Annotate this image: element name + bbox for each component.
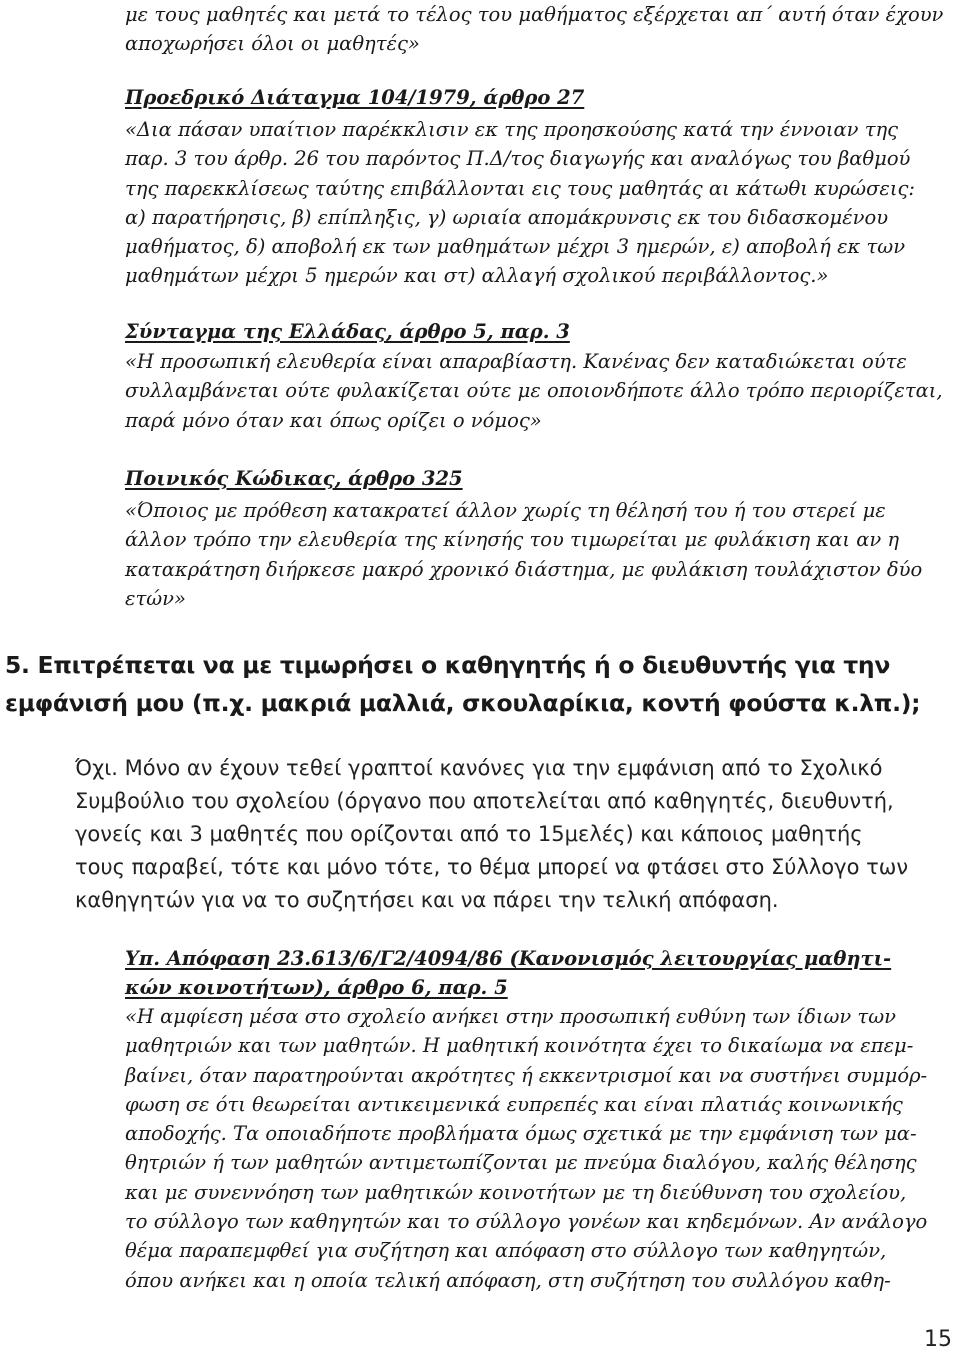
quote-line: της παρεκκλίσεως ταύτης επιβάλλονται εις τους μαθητάς αι κάτωθι κυρώσεις: [125, 176, 915, 200]
quote-line: αποχωρήσει όλοι οι μαθητές» [125, 32, 420, 56]
quote-line: μαθήματος, δ) αποβολή εκ των μαθημάτων μέχρι 3 ημερών, ε) αποβολή εκ των [125, 235, 906, 259]
answer-line: Συμβούλιο του σχολείου (όργανο που αποτελείται από καθηγητές, διευθυντή, [75, 789, 894, 813]
quote-line: «Η προσωπική ελευθερία είναι απαραβίαστη. Κανένας δεν καταδιώκεται ούτε [125, 350, 907, 373]
reference-penal-code: Ποινικός Κώδικας, άρθρο 325 [125, 467, 463, 490]
quote-line: παρά μόνο όταν και όπως ορίζει ο νόμος» [125, 408, 542, 432]
quote-line: «Η αμφίεση μέσα στο σχολείο ανήκει στην προσωπική ευθύνη των ίδιων των [125, 1005, 896, 1028]
quote-line: βαίνει, όταν παρατηρούνται ακρότητες ή εκκεντρισμοί και να συστήνει συμμόρ- [125, 1063, 928, 1087]
quote-constitution [125, 347, 943, 435]
quote-line: όπου ανήκει και η οποία τελική απόφαση, στη συζήτηση του συλλόγου καθη- [125, 1268, 891, 1292]
reference-constitution: Σύνταγμα της Ελλάδας, άρθρο 5, παρ. 3 [125, 320, 570, 343]
quote-line: φωση σε ότι θεωρείται αντικειμενικά ευπρεπές και είναι πλατιάς κοινωνικής [125, 1092, 903, 1116]
quote-line: «Δια πάσαν υπαίτιον παρέκκλισιν εκ της προησκούσης κατά την έννοιαν της [125, 118, 899, 141]
answer-line: γονείς και 3 μαθητές που ορίζονται από το 15μελές) και κάποιος μαθητής [75, 822, 863, 846]
quote-decision [125, 1002, 928, 1295]
quote-line: α) παρατήρησις, β) επίπληξις, γ) ωριαία απομάκρυνσις εκ του διδασκομένου [125, 205, 889, 229]
reference-decision [125, 944, 891, 1002]
quote-line: θητριών ή των μαθητών αντιμετωπίζονται με πνεύμα διαλόγου, καλής θέλησης [125, 1151, 917, 1175]
quote-line: κατακράτηση διήρκεσε μακρό χρονικό διάστημα, με φυλάκιση τουλάχιστον δύο [125, 557, 923, 581]
quote-penal-code [125, 496, 923, 613]
quote-line: θέμα παραπεμφθεί για συζήτηση και απόφαση στο σύλλογο των καθηγητών, [125, 1239, 887, 1263]
page-number: 15 [924, 1327, 952, 1352]
quote-line: συλλαμβάνεται ούτε φυλακίζεται ούτε με οποιονδήποτε άλλο τρόπο περιορίζεται, [125, 379, 943, 403]
question-line: εμφάνισή μου (π.χ. μακριά μαλλιά, σκουλαρίκια, κοντή φούστα κ.λπ.); [5, 689, 921, 717]
quote-pd [125, 115, 915, 291]
answer-text [75, 752, 955, 917]
reference-line: κών κοινοτήτων), άρθρο 6, παρ. 5 [125, 976, 508, 999]
quote-line: μαθημάτων μέχρι 5 ημερών και στ) αλλαγή σχολικού περιβάλλοντος.» [125, 264, 829, 288]
quote-line: και με συνεννόηση των μαθητικών κοινοτήτων με τη διεύθυνση του σχολείου, [125, 1180, 907, 1204]
quote-line: άλλον τρόπο την ελευθερία της κίνησής του τιμωρείται με φυλάκιση και αν η [125, 528, 900, 552]
top-quote [125, 0, 944, 59]
quote-line: «Όποιος με πρόθεση κατακρατεί άλλον χωρίς τη θέλησή του ή του στερεί με [125, 499, 886, 522]
quote-line: το σύλλογο των καθηγητών και το σύλλογο γονέων και κηδεμόνων. Αν ανάλογο [125, 1210, 928, 1234]
answer-line: Όχι. Μόνο αν έχουν τεθεί γραπτοί κανόνες για την εμφάνιση από το Σχολικό [75, 756, 883, 780]
reference-line: Υπ. Απόφαση 23.613/6/Γ2/4094/86 (Κανονισμός λειτουργίας μαθητι- [125, 947, 892, 970]
answer-line: καθηγητών για να το συζητήσει και να πάρει την τελική απόφαση. [75, 888, 779, 912]
quote-line: ετών» [125, 586, 186, 610]
quote-line: με τους μαθητές και μετά το τέλος του μαθήματος εξέρχεται απ΄ αυτή όταν έχουν [125, 3, 944, 26]
question-heading [5, 646, 955, 722]
quote-line: παρ. 3 του άρθρ. 26 του παρόντος Π.Δ/τος διαγωγής και αναλόγως του βαθμού [125, 147, 911, 171]
reference-pd: Προεδρικό Διάταγμα 104/1979, άρθρο 27 [125, 86, 585, 109]
quote-line: αποδοχής. Τα οποιαδήποτε προβλήματα όμως σχετικά με την εμφάνιση των μα- [125, 1122, 917, 1146]
answer-line: τους παραβεί, τότε και μόνο τότε, το θέμα μπορεί να φτάσει στο Σύλλογο των [75, 855, 909, 879]
quote-line: μαθητριών και των μαθητών. Η μαθητική κοινότητα έχει το δικαίωμα να επεμ- [125, 1034, 914, 1058]
question-line: 5. Επιτρέπεται να με τιμωρήσει ο καθηγητής ή ο διευθυντής για την [5, 651, 891, 679]
